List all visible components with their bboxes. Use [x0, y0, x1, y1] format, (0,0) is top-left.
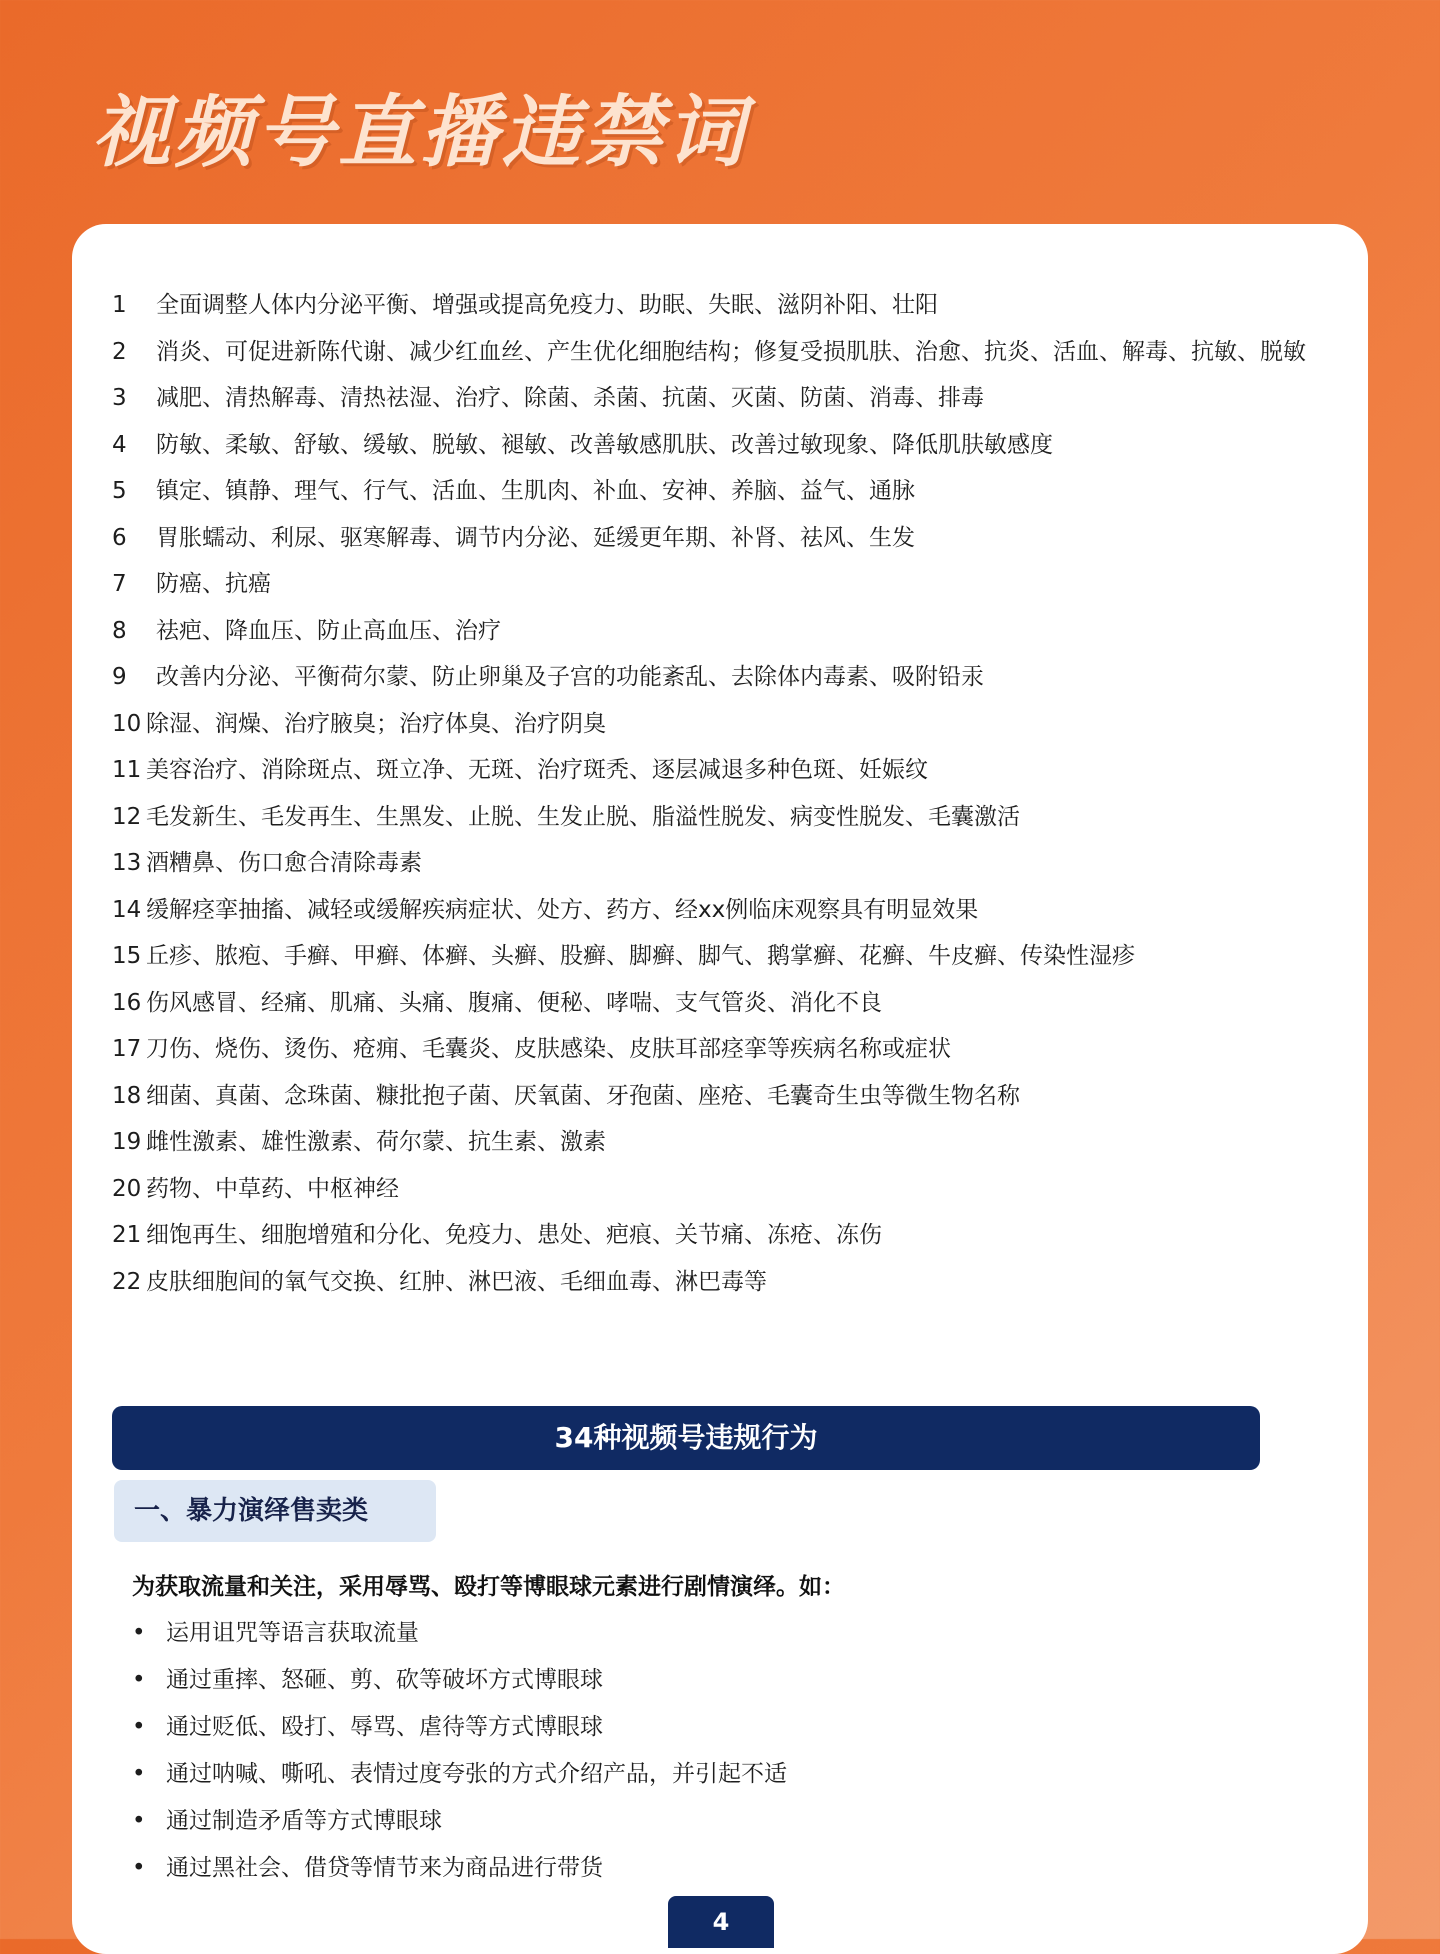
term-text: 防敏、柔敏、舒敏、缓敏、脱敏、褪敏、改善敏感肌肤、改善过敏现象、降低肌肤敏感度	[156, 431, 1053, 458]
term-text: 药物、中草药、中枢神经	[146, 1175, 399, 1202]
term-item	[112, 1026, 1322, 1073]
term-number: 16	[112, 989, 142, 1016]
term-text: 消炎、可促进新陈代谢、减少红血丝、产生优化细胞结构；修复受损肌肤、治愈、抗炎、活血、解毒、抗敏、脱敏	[156, 338, 1306, 365]
term-number: 8	[112, 617, 127, 644]
banned-terms-list	[112, 282, 1322, 1305]
term-text: 美容治疗、消除斑点、斑立净、无斑、治疗斑秃、逐层减退多种色斑、妊娠纹	[146, 757, 928, 783]
bullet-dot: •	[132, 1667, 146, 1693]
bullet-text: 通过黑社会、借贷等情节来为商品进行带货	[166, 1855, 603, 1881]
term-number: 14	[112, 896, 142, 923]
term-item	[112, 375, 1322, 422]
term-item	[112, 794, 1322, 841]
bullet-dot: •	[132, 1808, 146, 1834]
term-number: 12	[112, 803, 142, 830]
term-number: 5	[112, 478, 127, 504]
term-number: 15	[112, 943, 142, 969]
term-number: 1	[112, 292, 127, 318]
term-item	[112, 515, 1322, 562]
content-card	[72, 224, 1368, 1954]
term-text: 毛发新生、毛发再生、生黑发、止脱、生发止脱、脂溢性脱发、病变性脱发、毛囊激活	[146, 803, 1020, 830]
page-number: 4	[668, 1896, 774, 1948]
term-text: 雌性激素、雄性激素、荷尔蒙、抗生素、激素	[146, 1129, 606, 1155]
term-text: 刀伤、烧伤、烫伤、疮痈、毛囊炎、皮肤感染、皮肤耳部痉挛等疾病名称或症状	[146, 1036, 951, 1062]
term-item	[112, 608, 1322, 655]
term-text: 皮肤细胞间的氧气交换、红肿、淋巴液、毛细血毒、淋巴毒等	[146, 1268, 767, 1295]
term-item	[112, 1166, 1322, 1213]
term-item	[112, 654, 1322, 701]
bullet-dot: •	[132, 1761, 146, 1787]
term-text: 细饱再生、细胞增殖和分化、免疫力、患处、疤痕、关节痛、冻疮、冻伤	[146, 1222, 882, 1248]
term-number: 19	[112, 1129, 142, 1155]
bullet-item	[132, 1751, 787, 1798]
bullet-item	[132, 1610, 787, 1657]
bullet-dot: •	[132, 1714, 146, 1740]
term-number: 20	[112, 1175, 142, 1202]
term-item	[112, 887, 1322, 934]
bullet-item	[132, 1704, 787, 1751]
term-item	[112, 1119, 1322, 1166]
bullet-text: 通过呐喊、嘶吼、表情过度夸张的方式介绍产品，并引起不适	[166, 1761, 787, 1787]
bullet-item	[132, 1798, 787, 1845]
term-number: 17	[112, 1036, 142, 1062]
bullet-text: 通过重摔、怒砸、剪、砍等破坏方式博眼球	[166, 1667, 603, 1693]
term-number: 10	[112, 710, 142, 737]
bullet-text: 运用诅咒等语言获取流量	[166, 1620, 419, 1646]
term-text: 丘疹、脓疱、手癣、甲癣、体癣、头癣、股癣、脚癣、脚气、鹅掌癣、花癣、牛皮癣、传染性湿疹	[146, 943, 1135, 969]
term-number: 9	[112, 664, 127, 690]
term-item	[112, 561, 1322, 608]
term-item	[112, 1212, 1322, 1259]
term-item	[112, 422, 1322, 469]
term-text: 缓解痉挛抽搐、减轻或缓解疾病症状、处方、药方、经xx例临床观察具有明显效果	[146, 896, 979, 923]
term-item	[112, 468, 1322, 515]
term-item	[112, 1259, 1322, 1306]
page-title: 视频号直播违禁词	[92, 88, 749, 178]
term-number: 7	[112, 571, 127, 597]
term-number: 2	[112, 338, 127, 365]
term-item	[112, 1073, 1322, 1120]
term-text: 镇定、镇静、理气、行气、活血、生肌肉、补血、安神、养脑、益气、通脉	[156, 478, 915, 504]
term-text: 除湿、润燥、治疗腋臭；治疗体臭、治疗阴臭	[146, 710, 606, 737]
term-number: 4	[112, 431, 127, 458]
term-item	[112, 282, 1322, 329]
section-banner: 34种视频号违规行为	[112, 1406, 1260, 1470]
term-item	[112, 747, 1322, 794]
bullet-item	[132, 1845, 787, 1892]
term-text: 细菌、真菌、念珠菌、糠批抱子菌、厌氧菌、牙孢菌、座疮、毛囊奇生虫等微生物名称	[146, 1082, 1020, 1109]
bullet-dot: •	[132, 1855, 146, 1881]
bullet-text: 通过贬低、殴打、辱骂、虐待等方式博眼球	[166, 1714, 603, 1740]
term-text: 减肥、清热解毒、清热祛湿、治疗、除菌、杀菌、抗菌、灭菌、防菌、消毒、排毒	[156, 385, 984, 411]
term-text: 伤风感冒、经痛、肌痛、头痛、腹痛、便秘、哮喘、支气管炎、消化不良	[146, 989, 882, 1016]
term-item	[112, 329, 1322, 376]
bullet-item	[132, 1657, 787, 1704]
section-intro: 为获取流量和关注，采用辱骂、殴打等博眼球元素进行剧情演绎。如：	[132, 1574, 845, 1600]
term-item	[112, 840, 1322, 887]
term-number: 6	[112, 524, 127, 551]
term-item	[112, 980, 1322, 1027]
term-text: 防癌、抗癌	[156, 571, 271, 597]
term-number: 18	[112, 1082, 142, 1109]
term-number: 21	[112, 1222, 142, 1248]
term-item	[112, 933, 1322, 980]
category-heading: 一、暴力演绎售卖类	[114, 1480, 436, 1542]
term-text: 改善内分泌、平衡荷尔蒙、防止卵巢及子宫的功能紊乱、去除体内毒素、吸附铅汞	[156, 664, 984, 690]
term-text: 胃胀蠕动、利尿、驱寒解毒、调节内分泌、延缓更年期、补肾、祛风、生发	[156, 524, 915, 551]
violation-bullet-list	[132, 1610, 787, 1892]
bullet-dot: •	[132, 1620, 146, 1646]
term-text: 祛疤、降血压、防止高血压、治疗	[156, 617, 501, 644]
term-number: 13	[112, 850, 142, 876]
term-item	[112, 701, 1322, 748]
term-text: 全面调整人体内分泌平衡、增强或提高免疫力、助眠、失眠、滋阴补阳、壮阳	[156, 292, 938, 318]
term-number: 11	[112, 757, 142, 783]
term-number: 3	[112, 385, 127, 411]
bullet-text: 通过制造矛盾等方式博眼球	[166, 1808, 442, 1834]
term-text: 酒糟鼻、伤口愈合清除毒素	[146, 850, 422, 876]
term-number: 22	[112, 1268, 142, 1295]
